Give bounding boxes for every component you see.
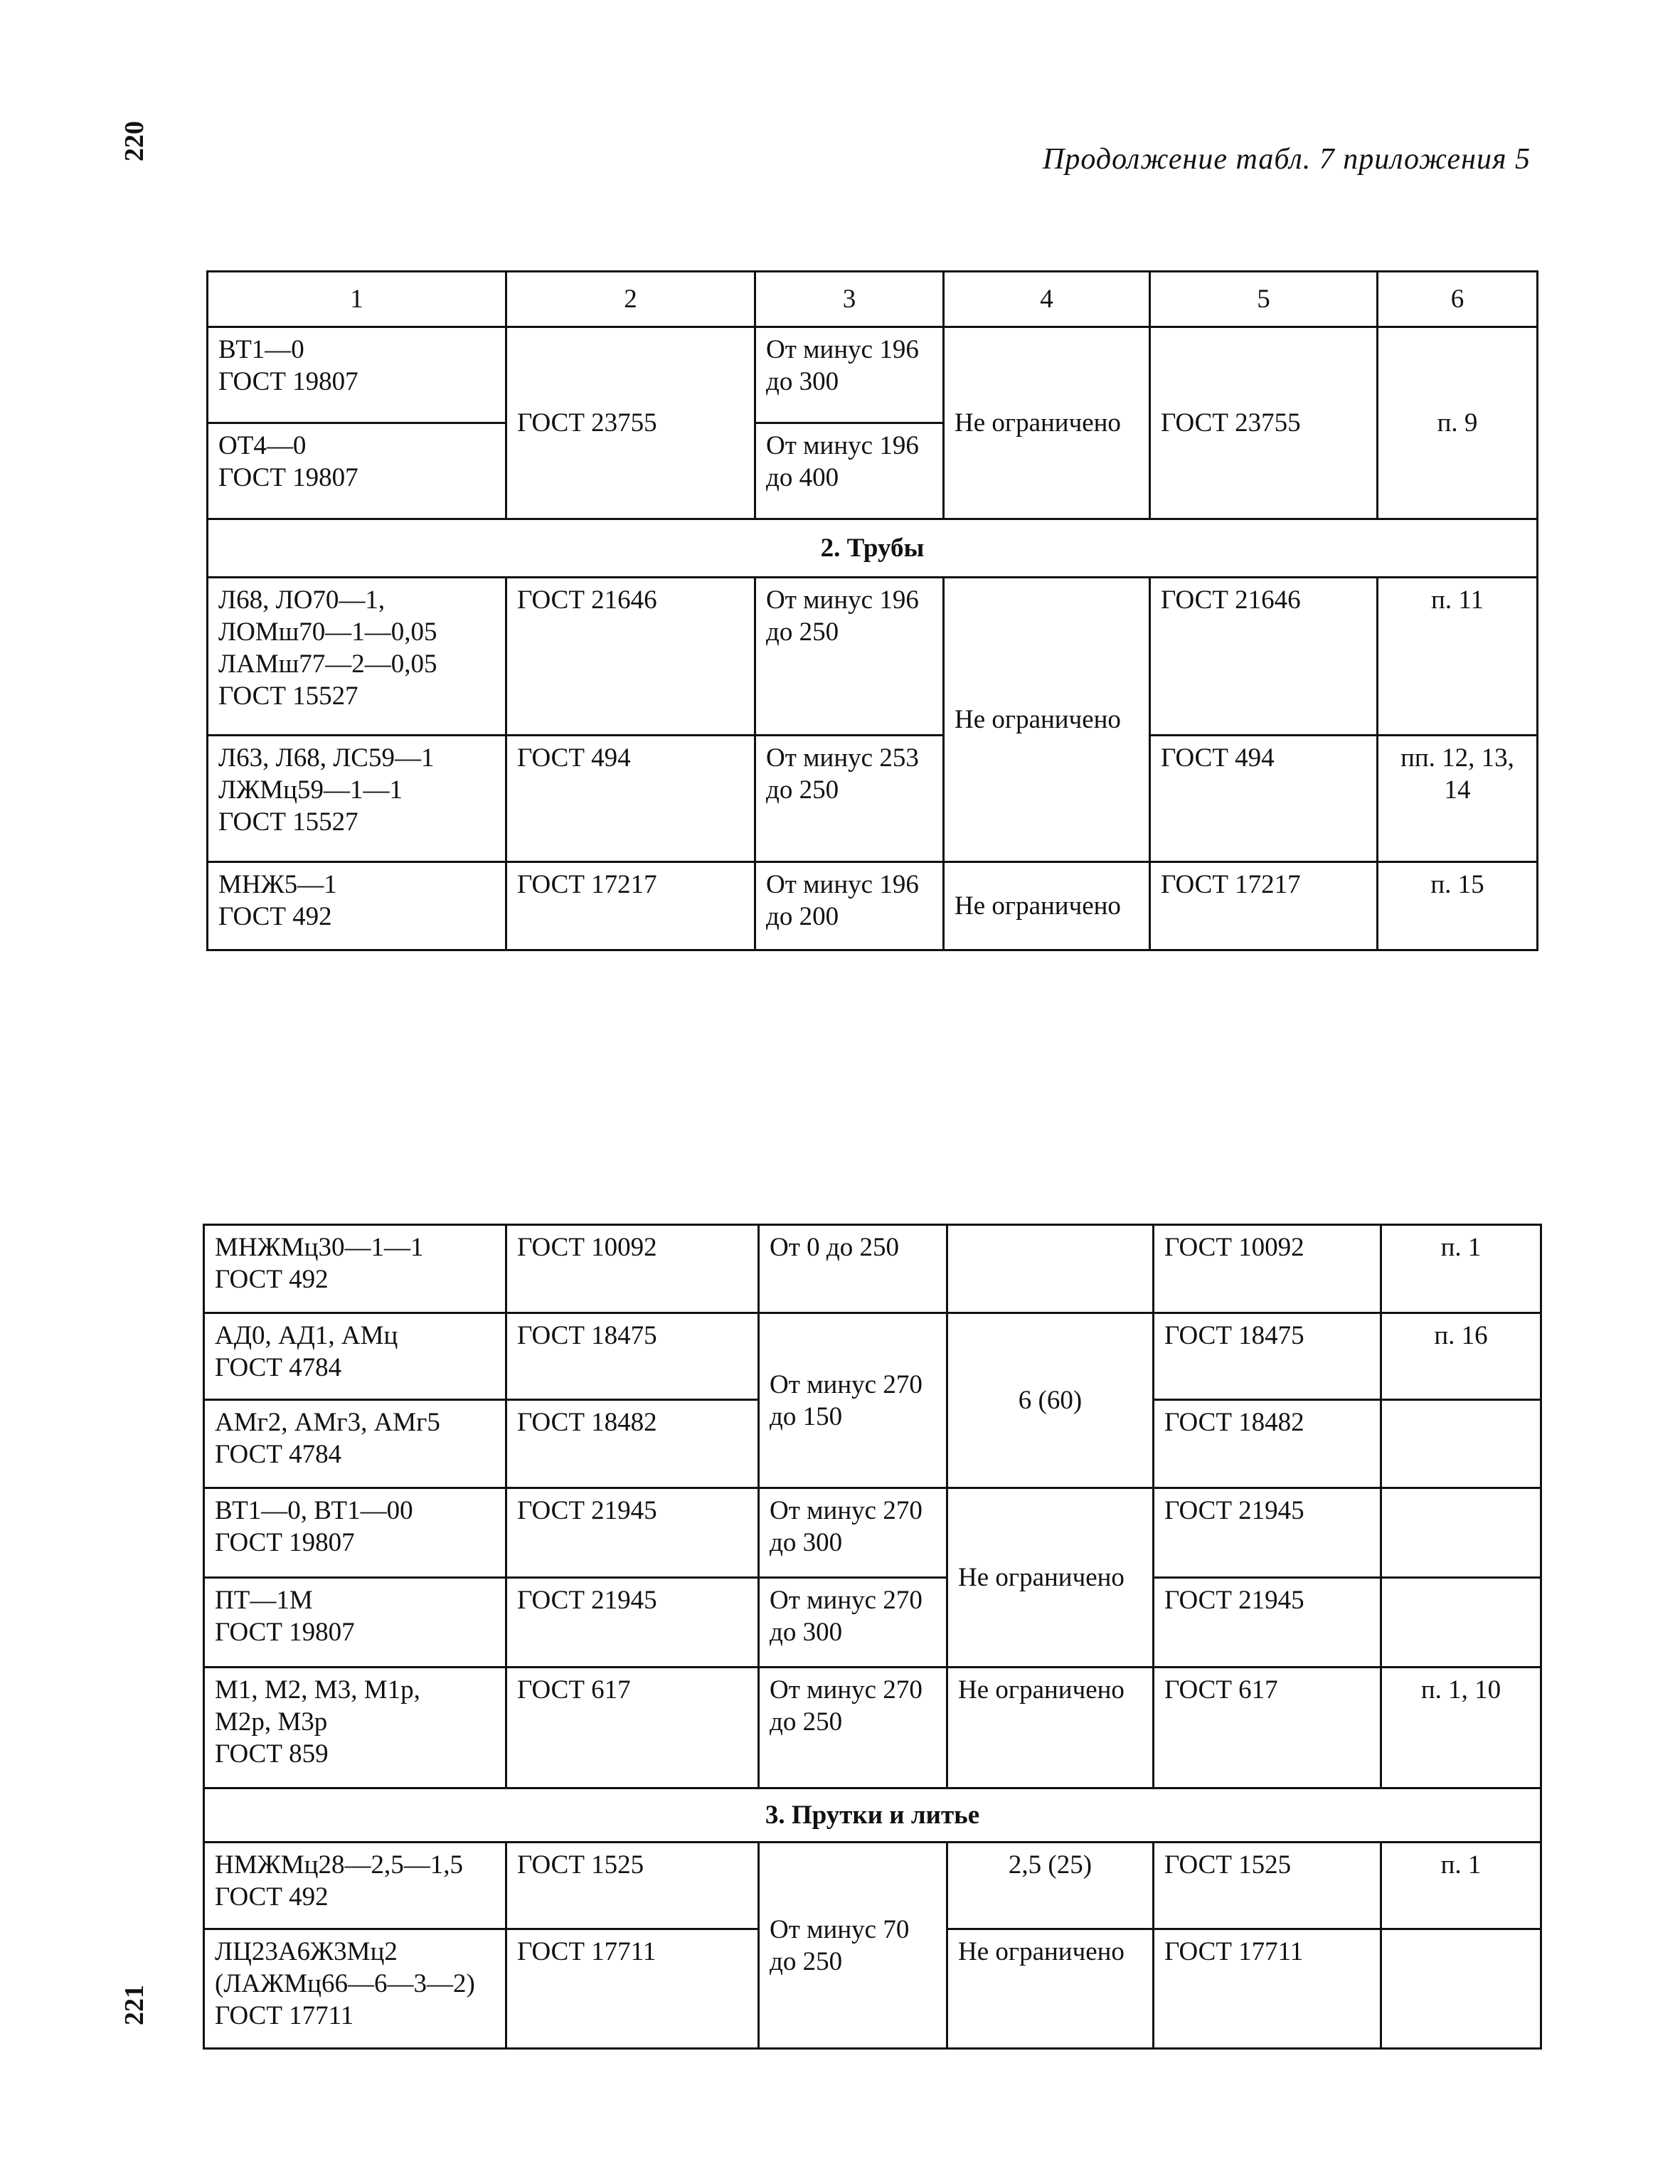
section-title: 2. Трубы: [208, 519, 1538, 578]
section-row: [204, 1788, 1541, 1843]
section-title: 3. Прутки и литье: [204, 1788, 1541, 1843]
pressure-cell: Не ограничено: [944, 578, 1150, 862]
spec-cell: ГОСТ 18475: [1154, 1313, 1381, 1400]
header-cell: 4: [944, 272, 1150, 327]
header-cell: 6: [1378, 272, 1538, 327]
note-cell: [1381, 1929, 1541, 2049]
standard-cell: ГОСТ 21945: [506, 1578, 759, 1668]
standard-cell: ГОСТ 617: [506, 1668, 759, 1788]
note-cell: п. 1: [1381, 1225, 1541, 1313]
pressure-cell: Не ограничено: [944, 862, 1150, 950]
spec-cell: ГОСТ 17217: [1150, 862, 1378, 950]
material-cell: ВТ1—0, ВТ1—00 ГОСТ 19807: [204, 1488, 506, 1578]
note-cell: пп. 12, 13, 14: [1378, 736, 1538, 862]
header-cell: 1: [208, 272, 506, 327]
pressure-cell: [947, 1225, 1154, 1313]
temperature-cell: От минус 253 до 250: [755, 736, 944, 862]
pressure-cell: 6 (60): [947, 1313, 1154, 1488]
spec-cell: ГОСТ 21646: [1150, 578, 1378, 736]
standard-cell: ГОСТ 23755: [506, 327, 755, 519]
note-cell: [1381, 1400, 1541, 1488]
standard-cell: ГОСТ 17711: [506, 1929, 759, 2049]
spec-cell: ГОСТ 10092: [1154, 1225, 1381, 1313]
temperature-cell: От минус 270 до 250: [759, 1668, 947, 1788]
temperature-cell: От минус 270 до 300: [759, 1578, 947, 1668]
material-cell: М1, М2, М3, М1р, М2р, М3р ГОСТ 859: [204, 1668, 506, 1788]
table-row: [204, 1225, 1541, 1313]
material-cell: ПТ—1М ГОСТ 19807: [204, 1578, 506, 1668]
spec-cell: ГОСТ 1525: [1154, 1843, 1381, 1929]
header-cell: 2: [506, 272, 755, 327]
temperature-cell: От минус 196 до 200: [755, 862, 944, 950]
standard-cell: ГОСТ 21945: [506, 1488, 759, 1578]
spec-cell: ГОСТ 494: [1150, 736, 1378, 862]
header-cell: 5: [1150, 272, 1378, 327]
temperature-cell: От минус 270 до 300: [759, 1488, 947, 1578]
page-number-top: 220: [119, 121, 149, 161]
temperature-cell: От минус 70 до 250: [759, 1843, 947, 2049]
spec-cell: ГОСТ 17711: [1154, 1929, 1381, 2049]
table-caption: Продолжение табл. 7 приложения 5: [1043, 143, 1531, 176]
note-cell: п. 16: [1381, 1313, 1541, 1400]
standard-cell: ГОСТ 17217: [506, 862, 755, 950]
temperature-cell: От минус 270 до 150: [759, 1313, 947, 1488]
table-row: [204, 1668, 1541, 1788]
standard-cell: ГОСТ 18475: [506, 1313, 759, 1400]
spec-cell: ГОСТ 21945: [1154, 1488, 1381, 1578]
pressure-cell: Не ограничено: [944, 327, 1150, 519]
standard-cell: ГОСТ 1525: [506, 1843, 759, 1929]
material-cell: ОТ4—0 ГОСТ 19807: [208, 423, 506, 519]
temperature-cell: От минус 196 до 400: [755, 423, 944, 519]
table-row: [208, 862, 1538, 950]
standard-cell: ГОСТ 21646: [506, 578, 755, 736]
temperature-cell: От минус 196 до 250: [755, 578, 944, 736]
temperature-cell: От 0 до 250: [759, 1225, 947, 1313]
material-cell: ЛЦ23А6Ж3Мц2 (ЛАЖМц66—6—3—2) ГОСТ 17711: [204, 1929, 506, 2049]
standard-cell: ГОСТ 10092: [506, 1225, 759, 1313]
table-row: [204, 1578, 1541, 1668]
table-top: [206, 270, 1538, 951]
pressure-cell: Не ограничено: [947, 1929, 1154, 2049]
spec-cell: ГОСТ 23755: [1150, 327, 1378, 519]
pressure-cell: Не ограничено: [947, 1668, 1154, 1788]
table-bottom: [203, 1224, 1542, 2050]
header-row: [208, 272, 1538, 327]
material-cell: МНЖМц30—1—1 ГОСТ 492: [204, 1225, 506, 1313]
material-cell: ВТ1—0 ГОСТ 19807: [208, 327, 506, 423]
pressure-cell: Не ограничено: [947, 1488, 1154, 1668]
standard-cell: ГОСТ 18482: [506, 1400, 759, 1488]
spec-cell: ГОСТ 617: [1154, 1668, 1381, 1788]
material-cell: АМг2, АМг3, АМг5 ГОСТ 4784: [204, 1400, 506, 1488]
pressure-cell: 2,5 (25): [947, 1843, 1154, 1929]
spec-cell: ГОСТ 18482: [1154, 1400, 1381, 1488]
table-row: [208, 578, 1538, 736]
material-cell: НМЖМц28—2,5—1,5 ГОСТ 492: [204, 1843, 506, 1929]
section-row: [208, 519, 1538, 578]
material-cell: Л68, ЛО70—1, ЛОМш70—1—0,05 ЛАМш77—2—0,05 ГОСТ 15527: [208, 578, 506, 736]
material-cell: Л63, Л68, ЛС59—1 ЛЖМц59—1—1 ГОСТ 15527: [208, 736, 506, 862]
header-cell: 3: [755, 272, 944, 327]
table-row: [204, 1313, 1541, 1400]
material-cell: МНЖ5—1 ГОСТ 492: [208, 862, 506, 950]
note-cell: п. 9: [1378, 327, 1538, 519]
note-cell: п. 15: [1378, 862, 1538, 950]
page-number-bottom: 221: [119, 1985, 149, 2025]
material-cell: АД0, АД1, АМц ГОСТ 4784: [204, 1313, 506, 1400]
temperature-cell: От минус 196 до 300: [755, 327, 944, 423]
table-row: [204, 1488, 1541, 1578]
standard-cell: ГОСТ 494: [506, 736, 755, 862]
note-cell: п. 1: [1381, 1843, 1541, 1929]
note-cell: п. 1, 10: [1381, 1668, 1541, 1788]
spec-cell: ГОСТ 21945: [1154, 1578, 1381, 1668]
table-row: [204, 1843, 1541, 1929]
note-cell: п. 11: [1378, 578, 1538, 736]
note-cell: [1381, 1488, 1541, 1578]
note-cell: [1381, 1578, 1541, 1668]
table-row: [208, 327, 1538, 423]
table-row: [208, 736, 1538, 862]
